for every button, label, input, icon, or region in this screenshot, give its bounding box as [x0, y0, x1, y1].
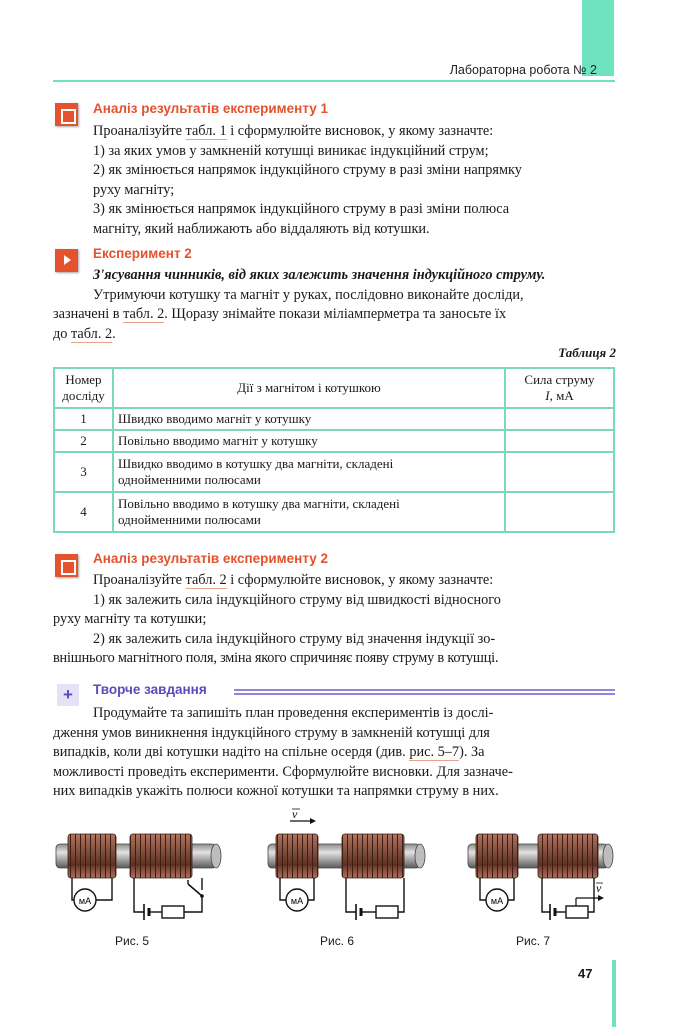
table-row — [54, 492, 614, 532]
table-row — [54, 452, 614, 492]
table2-link[interactable]: табл. 2 — [123, 306, 165, 322]
creative-line: Продумайте та запишіть план проведення експериментів із дослі- — [93, 705, 494, 721]
row-current-cell[interactable] — [505, 452, 614, 492]
analysis2-line: руху магніту та котушки; — [53, 611, 207, 627]
row-action: Швидко вводимо магніт у котушку — [113, 408, 505, 430]
table-row — [54, 430, 614, 452]
analysis1-text — [53, 122, 615, 239]
row-number: 3 — [54, 452, 113, 492]
analysis2-line: Проаналізуйте табл. 2 і сформулюйте висновок, у якому зазначте: — [93, 572, 494, 588]
milliammeter-label: мА — [490, 896, 504, 906]
row-current-cell[interactable] — [505, 492, 614, 532]
analysis1-line: Проаналізуйте табл. 1 і сформулюйте висновок, у якому зазначте: — [93, 123, 494, 139]
creative-line: них випадків укажіть полюси кожної котушки та напрямки струму в них. — [53, 783, 499, 799]
row-action: Повільно вводимо в котушку два магніти, складені однойменними полюсами — [113, 492, 505, 532]
experiment2-line: Утримуючи котушку та магніт у руках, послідовно виконайте досліди, — [93, 286, 524, 303]
figure-6-diagram — [262, 806, 432, 926]
creative-line: дження умов виникнення індукційного струму в замкненій котушці для — [53, 724, 490, 741]
col-current-header: Сила струму I, мА — [505, 368, 614, 408]
plus-icon: + — [57, 684, 79, 706]
creative-line: можливості проведіть експерименти. Сформулюйте висновки. Для зазначе- — [53, 763, 513, 780]
row-action: Швидко вводимо в котушку два магніти, складені однойменними полюсами — [113, 452, 505, 492]
table1-link[interactable]: табл. 1 — [185, 123, 227, 139]
col-actions-header: Дії з магнітом і котушкою — [113, 368, 505, 408]
creative-line: випадків, коли дві котушки надіто на спільне осердя (див. рис. 5–7). За — [53, 744, 485, 760]
figure-7-diagram — [462, 806, 614, 926]
figure-6-caption: Рис. 6 — [320, 934, 355, 948]
analysis1-line: 1) за яких умов у замкненій котушці виникає індукційний струм; — [93, 142, 489, 159]
creative-title-rule — [234, 689, 615, 695]
figure-7-caption: Рис. 7 — [516, 934, 551, 948]
table2-link[interactable]: табл. 2 — [185, 572, 227, 588]
analysis1-line: магніту, який наближають або віддаляють від котушки. — [93, 220, 430, 237]
table-header-row — [54, 368, 614, 408]
table-row — [54, 408, 614, 430]
row-current-cell[interactable] — [505, 430, 614, 452]
table2-link[interactable]: табл. 2 — [71, 325, 113, 342]
velocity-label: v — [596, 881, 602, 895]
row-number: 4 — [54, 492, 113, 532]
table-caption: Таблиця 2 — [558, 345, 616, 360]
experiments-table — [53, 367, 615, 533]
row-action: Повільно вводимо магніт у котушку — [113, 430, 505, 452]
row-number: 1 — [54, 408, 113, 430]
col-number-header: Номер досліду — [54, 368, 113, 408]
analysis1-line: руху магніту; — [93, 181, 175, 198]
experiment2-text — [53, 266, 615, 344]
milliammeter-label: мА — [290, 896, 304, 906]
velocity-label: v — [292, 807, 298, 821]
figure-5-caption: Рис. 5 — [115, 934, 150, 948]
row-number: 2 — [54, 430, 113, 452]
figure-5-diagram — [50, 806, 230, 926]
experiment2-line: до табл. 2. — [53, 325, 116, 342]
analysis2-title: Аналіз результатів експерименту 2 — [93, 551, 329, 566]
creative-text — [53, 704, 615, 802]
analysis2-text — [53, 571, 615, 669]
figures-link[interactable]: рис. 5–7 — [409, 744, 460, 760]
analysis2-line: 2) як залежить сила індукційного струму від значення індукції зо- — [93, 630, 496, 647]
experiment2-subtitle: З'ясування чинників, від яких залежить значення індукційного струму. — [93, 267, 546, 283]
analysis2-line: 1) як залежить сила індукційного струму від швидкості відносного — [93, 591, 501, 608]
analysis1-line: 2) як змінюється напрямок індукційного струму в разі зміни напрямку — [93, 162, 522, 178]
row-current-cell[interactable] — [505, 408, 614, 430]
analysis1-title: Аналіз результатів експерименту 1 — [93, 101, 329, 116]
experiment2-line: зазначені в табл. 2. Щоразу знімайте покази міліамперметра та заносьте їх — [53, 306, 507, 322]
analysis1-line: 3) як змінюється напрямок індукційного струму в разі зміни полюса — [93, 201, 510, 217]
milliammeter-label: мА — [78, 896, 92, 906]
header-rule — [53, 80, 615, 82]
experiment2-title: Експеримент 2 — [93, 246, 192, 261]
running-header: Лабораторна робота № 2 — [449, 63, 597, 77]
creative-title: Творче завдання — [93, 682, 207, 697]
page-tab-decoration — [612, 960, 616, 1027]
page-number: 47 — [578, 966, 593, 981]
analysis2-line: внішнього магнітного поля, зміна якого спричиняє появу струму в котушці. — [53, 650, 499, 666]
